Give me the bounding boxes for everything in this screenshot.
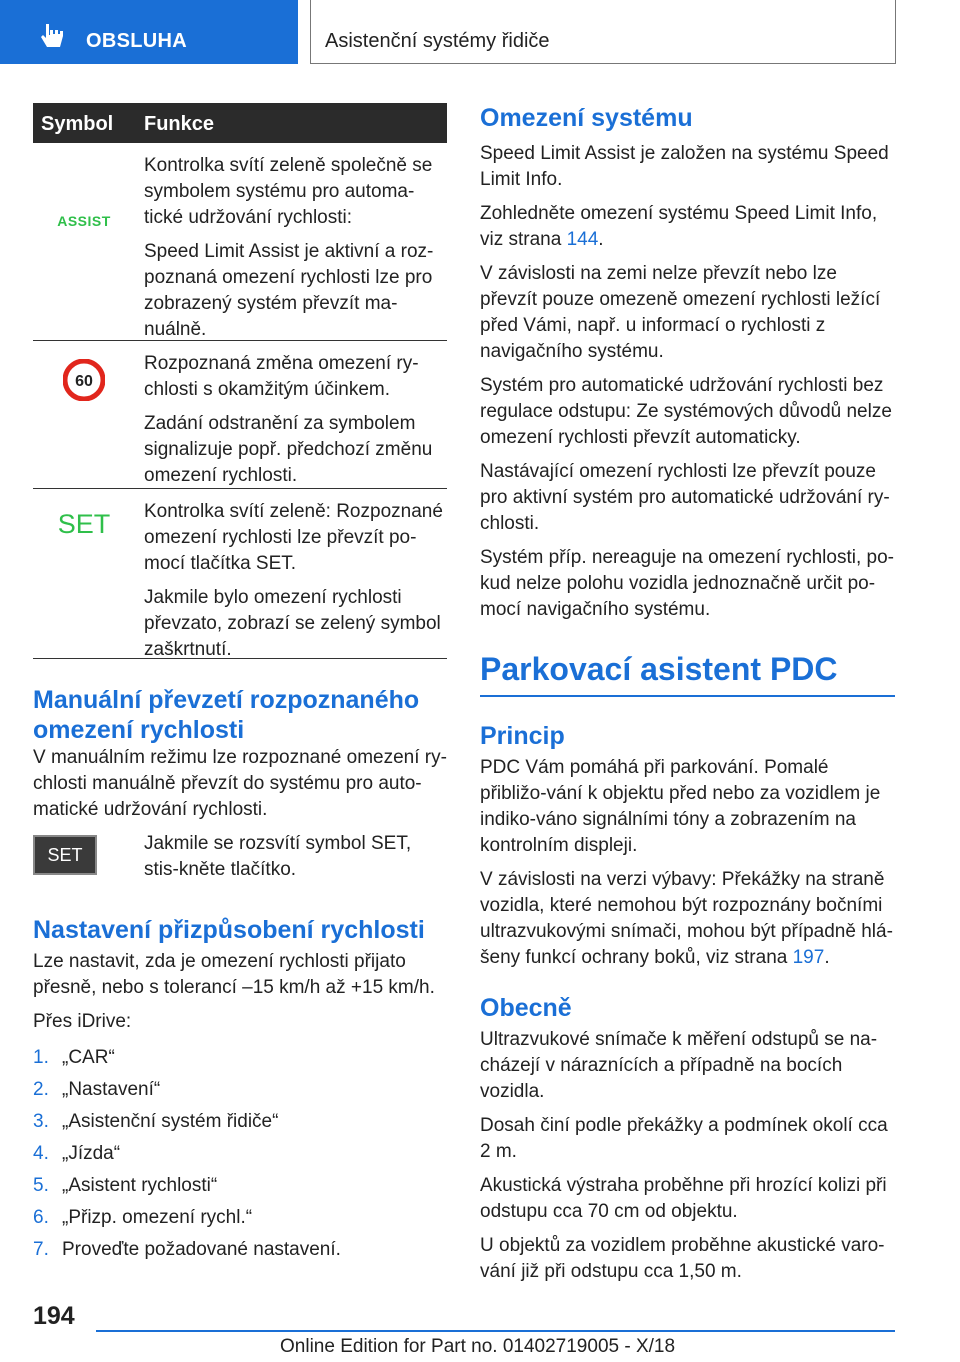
row-text: Speed Limit Assist je aktivní a roz-poznaná omezení rychlosti lze pro zobrazený systém převzít ma-nuálně. [144,241,434,340]
row-text: Kontrolka svítí zeleně: Rozpoznané omezení rychlosti lze převzít po-mocí tlačítka SET. [144,501,443,574]
set-button-row [33,831,447,893]
list-item: 7. Proveďte požadované nastavení. [33,1239,341,1260]
page-link-197[interactable]: 197 [792,947,825,968]
table-row [33,341,447,489]
limits-text: Systém pro automatické udržování rychlosti bez regulace odstupu: Ze systémových důvodů nelze omezení rychlosti převzít automaticky. [480,375,892,448]
limits-text: Speed Limit Assist je založen na systému Speed Limit Info. [480,143,889,190]
list-item: 3. „Asistenční systém řidiče“ [33,1111,279,1132]
obecne-text: Ultrazvukové snímače k měření odstupů se na-cházejí v náraznících a případně na bocích vozidla. [480,1029,878,1102]
table-row [33,489,447,659]
row-text: Kontrolka svítí zeleně společně se symbolem systému pro automa-tické udržování rychlosti: [144,155,433,228]
obecne-text: U objektů za vozidlem proběhne akustické varo-vání již při odstupu cca 1,50 m. [480,1235,885,1282]
steps-list [33,1045,447,1269]
pdc-heading: Parkovací asistent PDC [480,649,895,697]
row-text: Rozpoznaná změna omezení ry-chlosti s okamžitým účinkem. [144,353,419,400]
limits-text: V závislosti na zemi nelze převzít nebo lze převzít pouze omezeně omezení rychlosti ležící před Vámi, např. u informací o rychlosti z navigačního systému. [480,263,881,362]
limits-text: Systém příp. nereaguje na omezení rychlosti, po-kud nelze polohu vozidla jednoznačně určit po-mocí navigačního systému. [480,547,894,620]
section-header [310,0,896,64]
page-link-144[interactable]: 144 [566,229,599,250]
list-item: 6. „Přizp. omezení rychl.“ [33,1207,253,1228]
set-button-text: Jakmile se rozsvítí symbol SET, stis-kněte tlačítko. [144,833,412,880]
chapter-tab [0,0,298,64]
manual-heading: Manuální převzetí rozpoznaného omezení rychlosti [33,686,420,744]
footer-divider [96,1330,895,1332]
set-button-icon: SET [33,835,97,875]
set-symbol: SET [57,509,111,539]
list-item: 2. „Nastavení“ [33,1079,161,1100]
row-text: Jakmile bylo omezení rychlosti převzato, zobrazí se zelený symbol zaškrtnutí. [144,587,441,660]
princip-text: V závislosti na verzi výbavy: Překážky na straně vozidla, které nemohou být rozpoznány bočními ultrazvukovými snímači, mohou být případně hlá-šeny funkcí ochrany boků, viz strana 197. [480,869,893,968]
column-header-symbol: Symbol [41,113,114,135]
idrive-label: Přes iDrive: [33,1011,132,1032]
adjust-text: Lze nastavit, zda je omezení rychlosti přijato přesně, nebo s tolerancí –15 km/h až +15 km/h. [33,951,435,998]
right-column [480,103,895,1293]
speed-limit-value: 60 [75,373,93,390]
manual-text: V manuálním režimu lze rozpoznané omezení ry-chlosti manuálně převzít do systému pro auto-matické udržování rychlosti. [33,747,447,820]
obecne-heading: Obecně [480,994,572,1022]
adjust-heading: Nastavení přizpůsobení rychlosti [33,916,425,944]
obecne-text: Dosah činí podle překážky a podmínek okolí cca 2 m. [480,1115,888,1162]
left-column [33,103,447,1269]
hand-pointer-icon [40,22,66,50]
princip-text: PDC Vám pomáhá při parkování. Pomalé přibližo-vání k objektu před nebo za vozidlem je indiko-váno signálními tóny a zobrazením na kontrolním displeji. [480,757,881,856]
limits-text: Zohledněte omezení systému Speed Limit Info, viz strana 144. [480,203,878,250]
list-item: 1. „CAR“ [33,1047,115,1068]
list-item: 5. „Asistent rychlosti“ [33,1175,218,1196]
section-title: Asistenční systémy řidiče [325,30,550,52]
speed-limit-sign-icon [63,359,105,401]
page-number: 194 [33,1302,75,1330]
table-row [33,143,447,341]
speed-limit-sign-icon [33,359,135,401]
list-item: 4. „Jízda“ [33,1143,121,1164]
limits-heading: Omezení systému [480,104,693,132]
edition-footer: Online Edition for Part no. 01402719005 - X/18 [280,1336,676,1357]
row-text: Zadání odstranění za symbolem signalizuje popř. předchozí změnu omezení rychlosti. [144,413,433,486]
column-header-function: Funkce [144,113,215,135]
assist-symbol: ASSIST [57,213,111,229]
obecne-text: Akustická výstraha proběhne při hrozící kolizi při odstupu cca 70 cm od objektu. [480,1175,887,1222]
chapter-label: OBSLUHA [86,30,187,52]
table-header [33,103,447,143]
limits-text: Nastávající omezení rychlosti lze převzít pouze pro aktivní systém pro automatické udržování ry-chlosti. [480,461,890,534]
princip-heading: Princip [480,722,565,750]
